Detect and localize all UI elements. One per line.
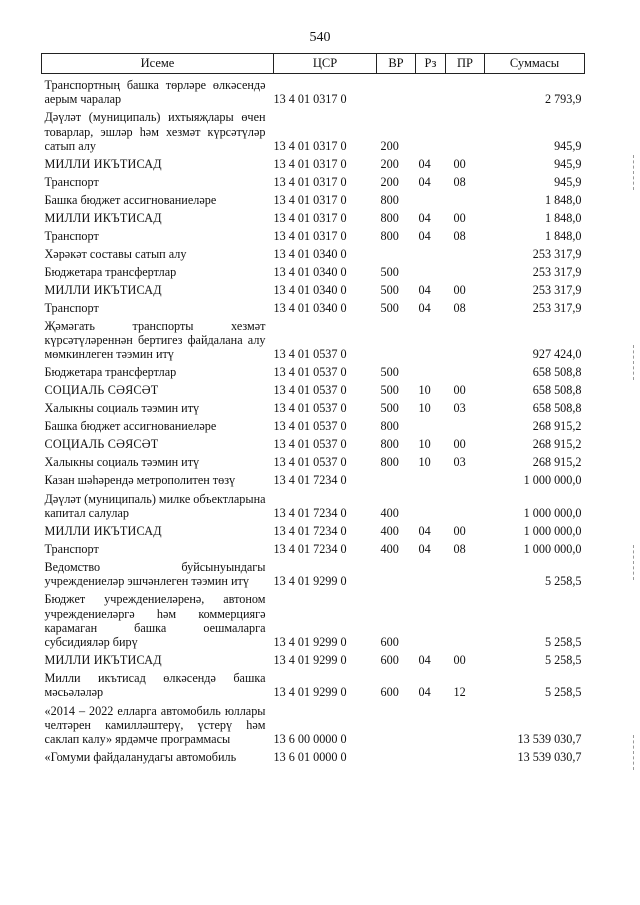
cell-vr: 400 xyxy=(380,523,399,538)
cell-name: Транспорт xyxy=(44,228,99,243)
page-number: 540 xyxy=(309,30,331,45)
cell-pr xyxy=(446,74,485,107)
cell-csr: 13 4 01 0317 0 xyxy=(273,92,347,107)
cell-name: Халыкны социаль тәэмин итү xyxy=(44,455,200,470)
cell-csr: 13 4 01 0537 0 xyxy=(273,455,347,470)
cell-rz xyxy=(416,362,446,380)
table-row xyxy=(42,74,585,107)
cell-sum: 658 508,8 xyxy=(532,401,582,416)
cell-rz xyxy=(416,315,446,362)
cell-pr xyxy=(446,700,485,747)
cell-pr: 03 xyxy=(453,455,466,470)
table-row xyxy=(42,398,585,416)
header-sum: Суммасы xyxy=(485,54,585,74)
cell-csr: 13 4 01 0537 0 xyxy=(273,365,347,380)
table-row xyxy=(42,171,585,189)
cell-pr: 00 xyxy=(453,210,466,225)
cell-vr: 800 xyxy=(380,419,399,434)
table-row xyxy=(42,556,585,588)
cell-sum: 1 000 000,0 xyxy=(523,473,582,488)
cell-rz xyxy=(416,106,446,153)
cell-pr: 03 xyxy=(453,401,466,416)
cell-vr xyxy=(377,746,416,764)
table-row xyxy=(42,746,585,764)
table-row xyxy=(42,297,585,315)
cell-pr: 08 xyxy=(453,228,466,243)
cell-sum: 5 258,5 xyxy=(544,653,582,668)
cell-sum: 658 508,8 xyxy=(532,383,582,398)
cell-sum: 5 258,5 xyxy=(544,574,582,589)
cell-pr xyxy=(446,746,485,764)
cell-csr: 13 4 01 0317 0 xyxy=(273,228,347,243)
cell-vr xyxy=(377,700,416,747)
cell-csr: 13 4 01 0537 0 xyxy=(273,437,347,452)
cell-pr xyxy=(446,416,485,434)
cell-vr: 400 xyxy=(380,541,399,556)
table-row xyxy=(42,700,585,747)
cell-pr: 08 xyxy=(453,174,466,189)
cell-vr: 500 xyxy=(380,264,399,279)
cell-rz: 04 xyxy=(418,210,431,225)
cell-csr: 13 4 01 0340 0 xyxy=(273,246,347,261)
cell-sum: 13 539 030,7 xyxy=(517,732,582,747)
cell-sum: 253 317,9 xyxy=(532,264,582,279)
cell-vr: 200 xyxy=(380,174,399,189)
cell-pr xyxy=(446,315,485,362)
table-row xyxy=(42,667,585,699)
cell-rz: 04 xyxy=(418,228,431,243)
cell-rz xyxy=(416,700,446,747)
cell-vr: 400 xyxy=(380,505,399,520)
table-row xyxy=(42,153,585,171)
table-row xyxy=(42,520,585,538)
table-row xyxy=(42,538,585,556)
cell-vr: 600 xyxy=(380,653,399,668)
cell-rz: 10 xyxy=(418,401,431,416)
cell-csr: 13 4 01 0537 0 xyxy=(273,383,347,398)
cell-pr: 00 xyxy=(453,156,466,171)
cell-sum: 5 258,5 xyxy=(544,635,582,650)
cell-name: МИЛЛИ ИКЪТИСАД xyxy=(44,282,162,297)
cell-rz: 10 xyxy=(418,455,431,470)
cell-rz: 04 xyxy=(418,282,431,297)
cell-sum: 1 000 000,0 xyxy=(523,523,582,538)
header-csr: ЦСР xyxy=(274,54,377,74)
cell-name: Казан шәһәрендә метрополитен төзү xyxy=(44,473,236,488)
cell-vr: 200 xyxy=(380,156,399,171)
cell-pr: 00 xyxy=(453,282,466,297)
cell-sum: 268 915,2 xyxy=(532,437,582,452)
budget-table xyxy=(41,53,585,764)
cell-name: Ведомство буйсынуындагы учреждениеләр эшчәнлеген тәэмин итү xyxy=(44,560,266,589)
cell-sum: 253 317,9 xyxy=(532,246,582,261)
header-name: Исеме xyxy=(42,54,274,74)
cell-pr: 00 xyxy=(453,383,466,398)
cell-pr xyxy=(446,556,485,588)
cell-vr: 800 xyxy=(380,455,399,470)
table-row xyxy=(42,649,585,667)
table-row xyxy=(42,380,585,398)
cell-vr xyxy=(377,470,416,488)
cell-csr: 13 4 01 0317 0 xyxy=(273,210,347,225)
cell-pr: 08 xyxy=(453,541,466,556)
cell-vr: 500 xyxy=(380,383,399,398)
table-row xyxy=(42,189,585,207)
cell-sum: 658 508,8 xyxy=(532,365,582,380)
cell-rz xyxy=(416,74,446,107)
margin-rule xyxy=(633,155,634,190)
cell-name: СОЦИАЛЬ СӘЯСӘТ xyxy=(44,383,159,398)
cell-rz: 04 xyxy=(418,300,431,315)
cell-sum: 945,9 xyxy=(554,138,582,153)
cell-sum: 268 915,2 xyxy=(532,419,582,434)
cell-rz xyxy=(416,556,446,588)
table-row xyxy=(42,261,585,279)
table-row xyxy=(42,452,585,470)
cell-name: Бюджет учреждениеләренә, автоном учреждениеләргә һәм коммерциягә карамаган башка оешмаларга субсидияләр бирү xyxy=(44,592,266,650)
cell-name: Милли икътисад өлкәсендә башка мәсьәләләр xyxy=(44,671,266,700)
cell-rz xyxy=(416,416,446,434)
cell-pr xyxy=(446,261,485,279)
cell-sum: 1 000 000,0 xyxy=(523,505,582,520)
cell-rz xyxy=(416,261,446,279)
margin-rule xyxy=(633,345,634,380)
cell-csr: 13 4 01 0537 0 xyxy=(273,401,347,416)
cell-vr: 200 xyxy=(380,138,399,153)
cell-sum: 945,9 xyxy=(554,174,582,189)
cell-sum: 1 000 000,0 xyxy=(523,541,582,556)
cell-name: МИЛЛИ ИКЪТИСАД xyxy=(44,156,162,171)
cell-sum: 1 848,0 xyxy=(544,210,582,225)
cell-vr xyxy=(377,243,416,261)
table-row xyxy=(42,416,585,434)
cell-rz xyxy=(416,588,446,649)
cell-rz: 10 xyxy=(418,383,431,398)
table-body xyxy=(42,74,585,765)
cell-name: Дәүләт (муниципаль) ихтыяҗлары өчен товарлар, эшләр һәм хезмәт күрсәтүләр сатып алу xyxy=(44,110,266,153)
cell-rz: 04 xyxy=(418,653,431,668)
cell-rz xyxy=(416,470,446,488)
cell-csr: 13 6 00 0000 0 xyxy=(273,732,347,747)
cell-csr: 13 4 01 9299 0 xyxy=(273,653,347,668)
cell-rz xyxy=(416,243,446,261)
table-row xyxy=(42,488,585,520)
cell-name: МИЛЛИ ИКЪТИСАД xyxy=(44,653,162,668)
cell-pr xyxy=(446,488,485,520)
cell-pr xyxy=(446,243,485,261)
cell-csr: 13 4 01 0317 0 xyxy=(273,192,347,207)
cell-csr: 13 4 01 7234 0 xyxy=(273,473,347,488)
cell-pr: 08 xyxy=(453,300,466,315)
cell-csr: 13 6 01 0000 0 xyxy=(273,750,347,765)
cell-rz: 04 xyxy=(418,174,431,189)
cell-sum: 2 793,9 xyxy=(544,92,582,107)
cell-csr: 13 4 01 0340 0 xyxy=(273,300,347,315)
cell-rz: 04 xyxy=(418,523,431,538)
cell-vr: 500 xyxy=(380,401,399,416)
cell-sum: 1 848,0 xyxy=(544,192,582,207)
table-row xyxy=(42,470,585,488)
cell-csr: 13 4 01 0317 0 xyxy=(273,156,347,171)
cell-name: Дәүләт (муниципаль) милке объектларына капитал салулар xyxy=(44,491,266,520)
cell-name: Транспортның башка төрләре өлкәсендә аерым чаралар xyxy=(44,78,266,107)
cell-vr xyxy=(377,74,416,107)
cell-vr: 500 xyxy=(380,282,399,297)
cell-rz: 04 xyxy=(418,541,431,556)
table-header-row xyxy=(42,54,585,74)
cell-rz xyxy=(416,488,446,520)
cell-csr: 13 4 01 9299 0 xyxy=(273,685,347,700)
cell-sum: 253 317,9 xyxy=(532,282,582,297)
cell-pr: 00 xyxy=(453,653,466,668)
cell-vr: 800 xyxy=(380,210,399,225)
cell-csr: 13 4 01 0317 0 xyxy=(273,174,347,189)
table-row xyxy=(42,588,585,649)
cell-csr: 13 4 01 7234 0 xyxy=(273,523,347,538)
cell-pr: 00 xyxy=(453,437,466,452)
cell-vr: 800 xyxy=(380,437,399,452)
table-row xyxy=(42,106,585,153)
table-row xyxy=(42,362,585,380)
cell-name: МИЛЛИ ИКЪТИСАД xyxy=(44,523,162,538)
cell-pr: 12 xyxy=(453,685,466,700)
cell-vr: 800 xyxy=(380,228,399,243)
cell-csr: 13 4 01 0340 0 xyxy=(273,282,347,297)
cell-sum: 13 539 030,7 xyxy=(517,750,582,765)
cell-name: Транспорт xyxy=(44,300,99,315)
margin-rule xyxy=(633,545,634,580)
cell-sum: 5 258,5 xyxy=(544,685,582,700)
cell-name: Халыкны социаль тәэмин итү xyxy=(44,401,200,416)
cell-pr: 00 xyxy=(453,523,466,538)
cell-sum: 945,9 xyxy=(554,156,582,171)
table-row xyxy=(42,434,585,452)
table-row xyxy=(42,207,585,225)
table-row xyxy=(42,315,585,362)
cell-csr: 13 4 01 9299 0 xyxy=(273,635,347,650)
cell-csr: 13 4 01 0317 0 xyxy=(273,138,347,153)
cell-csr: 13 4 01 0340 0 xyxy=(273,264,347,279)
margin-rule xyxy=(633,735,634,770)
cell-name: Хәрәкәт составы сатып алу xyxy=(44,246,187,261)
cell-name: Бюджетара трансфертлар xyxy=(44,365,177,380)
cell-vr: 600 xyxy=(380,635,399,650)
cell-name: Бюджетара трансфертлар xyxy=(44,264,177,279)
cell-csr: 13 4 01 0537 0 xyxy=(273,347,347,362)
cell-name: Башка бюджет ассигнованиеләре xyxy=(44,419,217,434)
cell-vr: 500 xyxy=(380,365,399,380)
cell-name: Башка бюджет ассигнованиеләре xyxy=(44,192,217,207)
cell-name: Җәмәгать транспорты хезмәт күрсәтүләреннән бертигез файдалана алу мөмкинлеген тәэмин итү xyxy=(44,319,266,362)
cell-rz: 04 xyxy=(418,685,431,700)
table-row xyxy=(42,279,585,297)
table-row xyxy=(42,243,585,261)
cell-sum: 927 424,0 xyxy=(532,347,582,362)
cell-pr xyxy=(446,362,485,380)
cell-vr: 500 xyxy=(380,300,399,315)
cell-csr: 13 4 01 7234 0 xyxy=(273,541,347,556)
table-row xyxy=(42,225,585,243)
cell-name: Транспорт xyxy=(44,174,99,189)
cell-vr xyxy=(377,315,416,362)
cell-sum: 253 317,9 xyxy=(532,300,582,315)
cell-pr xyxy=(446,106,485,153)
cell-name: МИЛЛИ ИКЪТИСАД xyxy=(44,210,162,225)
header-vr: ВР xyxy=(377,54,416,74)
cell-name: «Гомуми файдаланудагы автомобиль xyxy=(44,750,237,765)
cell-name: «2014 – 2022 елларга автомобиль юллары челтәрен камилләштерү, үстерү һәм саклап калу» ярдәмче программасы xyxy=(44,703,266,747)
cell-csr: 13 4 01 0537 0 xyxy=(273,419,347,434)
cell-rz xyxy=(416,746,446,764)
header-pr: ПР xyxy=(446,54,485,74)
cell-rz: 10 xyxy=(418,437,431,452)
cell-sum: 1 848,0 xyxy=(544,228,582,243)
cell-csr: 13 4 01 7234 0 xyxy=(273,505,347,520)
cell-vr xyxy=(377,556,416,588)
header-rz: Рз xyxy=(416,54,446,74)
cell-sum: 268 915,2 xyxy=(532,455,582,470)
cell-pr xyxy=(446,189,485,207)
cell-rz xyxy=(416,189,446,207)
cell-pr xyxy=(446,588,485,649)
cell-vr: 800 xyxy=(380,192,399,207)
cell-rz: 04 xyxy=(418,156,431,171)
cell-pr xyxy=(446,470,485,488)
cell-name: Транспорт xyxy=(44,541,99,556)
cell-csr: 13 4 01 9299 0 xyxy=(273,574,347,589)
cell-name: СОЦИАЛЬ СӘЯСӘТ xyxy=(44,437,159,452)
cell-vr: 600 xyxy=(380,685,399,700)
